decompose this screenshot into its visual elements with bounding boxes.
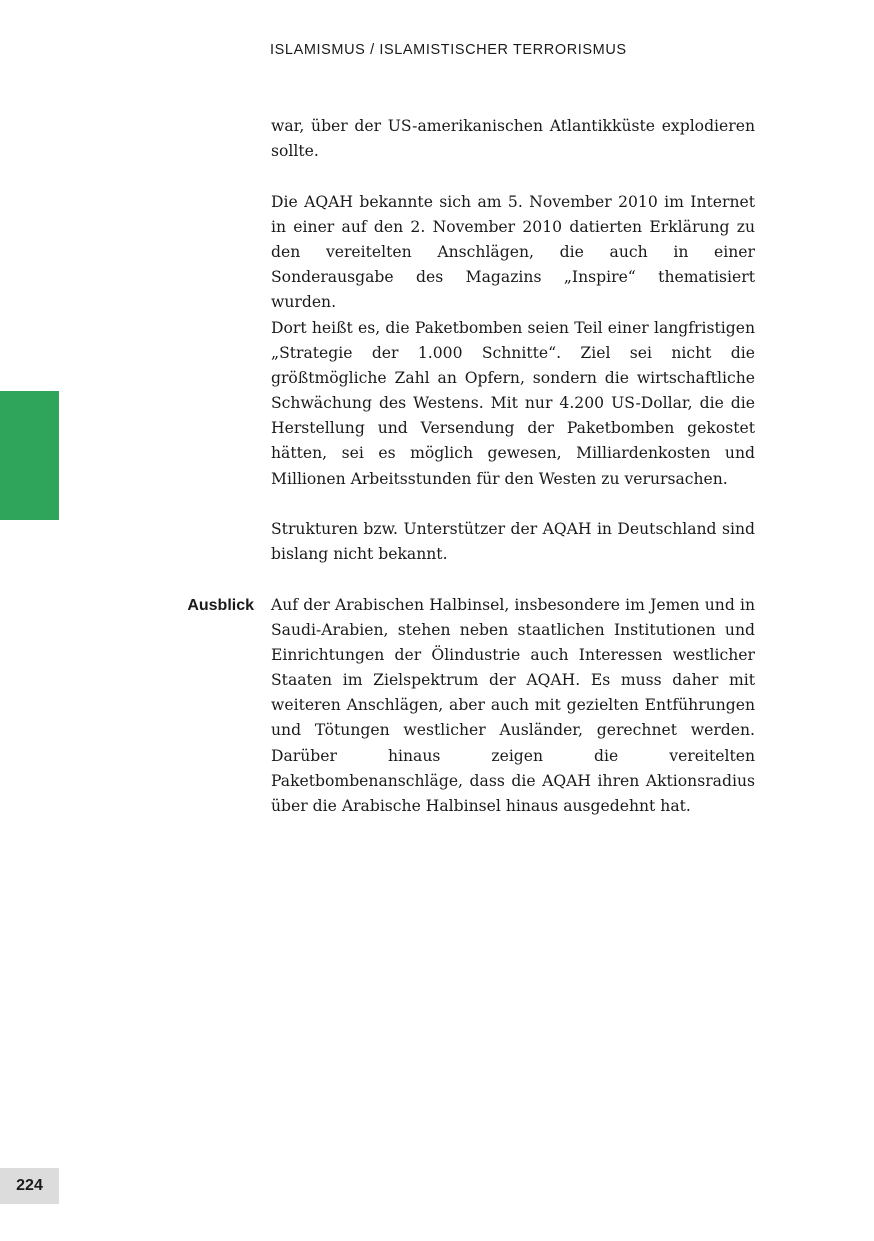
paragraph-claim-of-responsibility: Die AQAH bekannte sich am 5. November 2010 im Internet in einer auf den 2. November 2010 datierten Erklärung zu den vereitelten Anschlägen, die auch in einer Sonderausgabe des Magazins „Inspire“ thematisiert wurden. [271, 193, 755, 312]
paragraph-outlook: Auf der Arabischen Halbinsel, insbesondere im Jemen und in Saudi-Arabien, stehen neben staatlichen Institutionen und Einrichtungen der Ölindustrie auch Interessen westlicher Staaten im Zielspektrum der AQAH. Es muss daher mit weiteren Anschlägen, aber auch mit gezielten Entführungen und Tötungen westlicher Ausländer, gerechnet werden. Darüber hinaus zeigen die vereitelten Paketbombenanschläge, dass die AQAH ihren Aktionsradius über die Arabische Halbinsel hinaus ausgedehnt hat. [271, 596, 755, 815]
page-number-box [0, 1168, 59, 1204]
page-number: 224 [16, 1177, 43, 1194]
paragraph-continuation: war, über der US-amerikanischen Atlantikküste explodieren sollte. [271, 117, 755, 161]
paragraph-structures-germany: Strukturen bzw. Unterstützer der AQAH in Deutschland sind bislang nicht bekannt. [271, 520, 755, 564]
running-header: ISLAMISMUS / ISLAMISTISCHER TERRORISMUS [270, 42, 627, 58]
paragraph-strategy: Dort heißt es, die Paketbomben seien Teil einer langfristigen „Strategie der 1.000 Schnitte“. Ziel sei nicht die größtmögliche Zahl an Opfern, sondern die wirtschaftliche Schwächung des Westens. Mit nur 4.200 US-Dollar, die die Herstellung und Versendung der Paketbomben gekostet hätten, sei es möglich gewesen, Milliardenkosten und Millionen Arbeitsstunden für den Westen zu verursachen. [271, 319, 755, 488]
chapter-side-tab [0, 391, 59, 520]
section-heading-ausblick: Ausblick [187, 597, 254, 614]
